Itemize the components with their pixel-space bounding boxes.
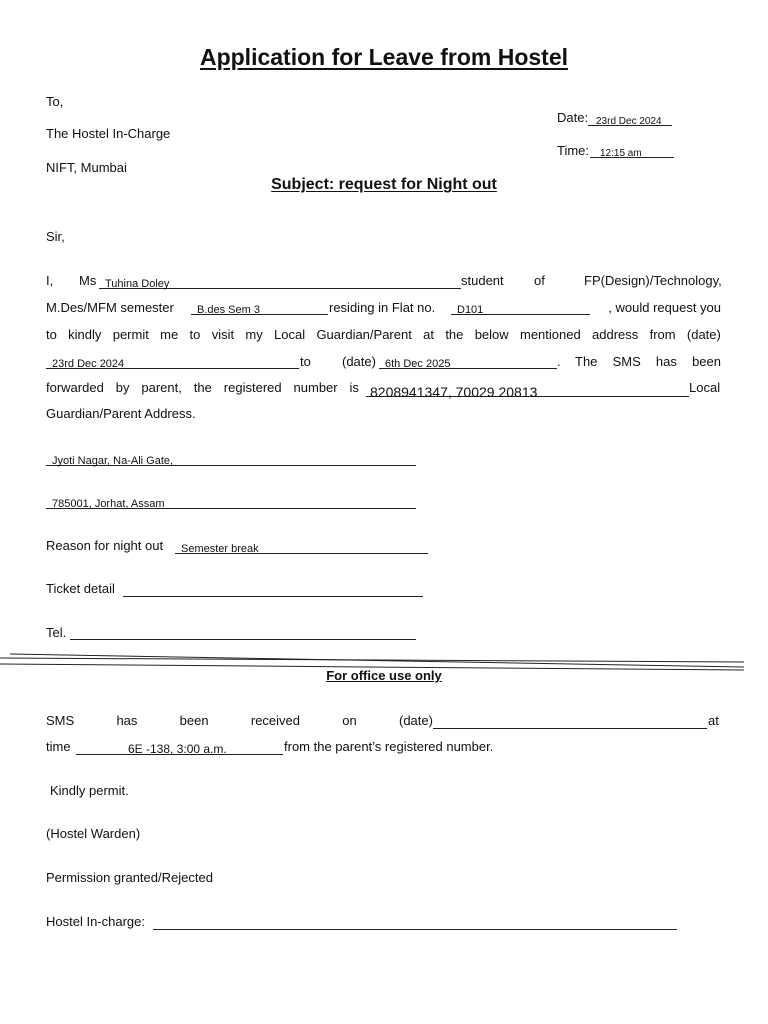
office-at: at [708, 713, 719, 728]
body-local: Local [689, 380, 721, 395]
semester-field[interactable] [191, 300, 328, 315]
flat-value: D101 [457, 304, 484, 316]
body-flat-label: residing in Flat no. [329, 300, 436, 315]
tel-field[interactable] [70, 625, 416, 640]
address-line-1-field[interactable] [46, 451, 416, 466]
time-value: 12:15 am [600, 148, 642, 159]
to-date-value: 6th Dec 2025 [385, 358, 451, 370]
office-time-rest: from the parent’s registered number. [284, 739, 494, 754]
body-i: I, [46, 273, 54, 288]
address-line-2-field[interactable] [46, 494, 416, 509]
body-request: , would request you [608, 300, 721, 315]
body-of: of [534, 273, 545, 288]
from-date-field[interactable] [46, 354, 299, 369]
office-kindly-permit: Kindly permit. [50, 783, 129, 798]
flat-field[interactable] [451, 300, 590, 315]
to-label: To, [46, 94, 64, 109]
reason-value: Semester break [181, 543, 259, 555]
phone-value: 8208941347, 70029 20813 [370, 384, 538, 400]
time-label: Time: [557, 143, 590, 158]
date-value: 23rd Dec 2024 [596, 116, 662, 127]
office-sms-line: SMS has been received on (date) [46, 713, 433, 728]
ticket-label: Ticket detail [46, 581, 115, 596]
office-warden: (Hostel Warden) [46, 826, 141, 841]
name-field[interactable] [99, 274, 461, 289]
body-student: student [461, 273, 504, 288]
body-to: to [300, 354, 311, 369]
address-line-1-value: Jyoti Nagar, Na-Ali Gate, [52, 455, 174, 467]
reason-label: Reason for night out [46, 538, 164, 553]
time-field[interactable] [590, 143, 674, 158]
office-use-heading: For office use only [326, 668, 442, 683]
date-label: Date: [557, 110, 589, 125]
subject-heading: Subject: request for Night out [271, 176, 497, 193]
reason-field[interactable] [175, 539, 428, 554]
office-time-label: time [46, 739, 71, 754]
salutation: Sir, [46, 229, 65, 244]
institute: NIFT, Mumbai [46, 160, 127, 175]
body-date-label: (date) [342, 354, 376, 369]
body-line-3: to kindly permit me to visit my Local Guardian/Parent at the below mentioned address from (date) [46, 327, 721, 342]
body-address-label: Guardian/Parent Address. [46, 406, 196, 421]
from-date-value: 23rd Dec 2024 [52, 358, 125, 370]
ticket-field[interactable] [123, 582, 423, 597]
name-value: Tuhina Doley [105, 278, 170, 290]
date-field[interactable] [588, 111, 672, 126]
semester-value: B.des Sem 3 [197, 304, 260, 316]
body-line-5: forwarded by parent, the registered number is [46, 380, 359, 395]
office-time-field[interactable] [76, 740, 283, 755]
address-line-2-value: 785001, Jorhat, Assam [52, 498, 165, 510]
tel-label: Tel. [46, 625, 67, 640]
office-date-field[interactable] [433, 714, 707, 729]
body-ms: Ms [79, 273, 97, 288]
recipient: The Hostel In-Charge [46, 126, 171, 141]
office-incharge-label: Hostel In-charge: [46, 914, 145, 929]
office-time-value: 6E -138, 3:00 a.m. [128, 742, 227, 756]
phone-field[interactable] [366, 382, 689, 400]
page-title: Application for Leave from Hostel [199, 44, 569, 70]
to-date-field[interactable] [379, 354, 557, 369]
office-incharge-field[interactable] [153, 915, 677, 930]
body-programme: FP(Design)/Technology, [584, 273, 722, 288]
body-sms-line: The SMS has been [575, 354, 721, 369]
body-semester-label: M.Des/MFM semester [46, 300, 174, 315]
office-permission: Permission granted/Rejected [46, 870, 213, 885]
body-period: . [557, 354, 561, 369]
